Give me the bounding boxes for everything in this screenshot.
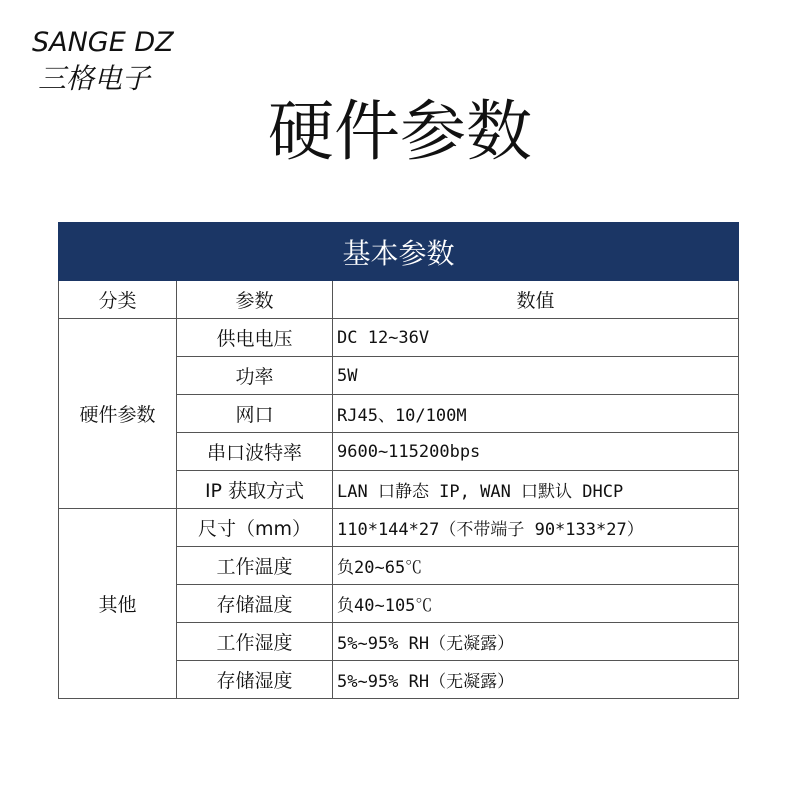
param-cell: 网口 — [177, 395, 333, 433]
brand-name-en: SANGE DZ — [32, 27, 174, 58]
param-cell: IP 获取方式 — [177, 471, 333, 509]
table-header-row — [59, 223, 739, 281]
value-cell: 9600~115200bps — [333, 433, 739, 471]
param-cell: 存储湿度 — [177, 661, 333, 699]
page-title: 硬件参数 — [268, 93, 532, 170]
param-cell: 尺寸（mm） — [177, 509, 333, 547]
param-cell: 存储温度 — [177, 585, 333, 623]
value-cell: LAN 口静态 IP, WAN 口默认 DHCP — [333, 471, 739, 509]
table-row — [59, 509, 739, 547]
column-header-param: 参数 — [177, 281, 333, 319]
category-cell-other: 其他 — [59, 509, 177, 699]
column-header-category: 分类 — [59, 281, 177, 319]
table-row — [59, 319, 739, 357]
value-cell: RJ45、10/100M — [333, 395, 739, 433]
param-cell: 工作湿度 — [177, 623, 333, 661]
value-cell: 5%~95% RH（无凝露） — [333, 623, 739, 661]
param-cell: 供电电压 — [177, 319, 333, 357]
brand-name-zh: 三格电子 — [38, 62, 151, 95]
value-cell: 负40~105℃ — [333, 585, 739, 623]
table-header: 基本参数 — [59, 223, 739, 281]
value-cell: 5%~95% RH（无凝露） — [333, 661, 739, 699]
category-cell-hardware: 硬件参数 — [59, 319, 177, 509]
param-cell: 功率 — [177, 357, 333, 395]
spec-table — [58, 222, 739, 699]
param-cell: 串口波特率 — [177, 433, 333, 471]
value-cell: 110*144*27（不带端子 90*133*27） — [333, 509, 739, 547]
value-cell: 负20~65℃ — [333, 547, 739, 585]
column-header-value: 数值 — [333, 281, 739, 319]
value-cell: DC 12~36V — [333, 319, 739, 357]
value-cell: 5W — [333, 357, 739, 395]
column-header-row — [59, 281, 739, 319]
param-cell: 工作温度 — [177, 547, 333, 585]
